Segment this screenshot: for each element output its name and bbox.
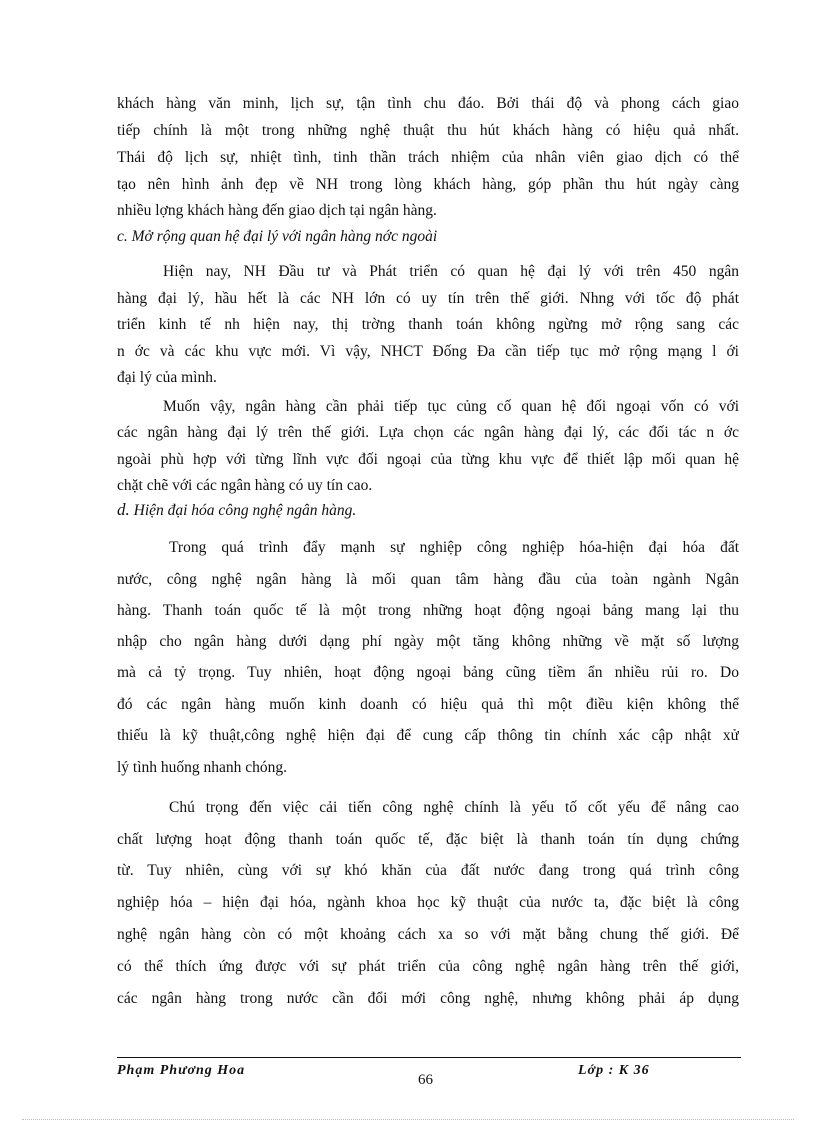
footer-author: Phạm Phương Hoa: [117, 1063, 246, 1078]
paragraph4-line: đó các ngân hàng muốn kinh doanh có hiệu quả thì một điều kiện không thể: [117, 696, 739, 713]
paragraph5-line: nghiệp hóa – hiện đại hóa, ngành khoa học kỹ thuật của nước ta, đặc biệt là công: [117, 894, 739, 911]
paragraph5-line: các ngân hàng trong nước cần đổi mới công nghệ, nhưng không phải áp dụng: [117, 990, 739, 1007]
footer-class: Lớp : K 36: [578, 1063, 650, 1078]
page-number: 66: [418, 1072, 433, 1088]
paragraph4-line: nước, công nghệ ngân hàng là mối quan tâm hàng đầu của toàn ngành Ngân: [117, 571, 739, 588]
paragraph2-line: Hiện nay, NH Đầu tư và Phát triển có quan hệ đại lý với trên 450 ngân: [163, 263, 739, 280]
paragraph2-line: đại lý của mình.: [117, 369, 217, 386]
paragraph1-line: tiếp chính là một trong những nghệ thuật thu hút khách hàng có hiệu quả nhất.: [117, 122, 739, 139]
section-heading-d: [117, 500, 739, 520]
paragraph3-line: Muốn vậy, ngân hàng cần phải tiếp tục củng cố quan hệ đối ngoại vốn có với: [163, 398, 739, 415]
paragraph5-line: có thể thích ứng được với sự phát triển của công nghệ ngân hàng trên thế giới,: [117, 958, 739, 975]
paragraph4-line: Trong quá trình đẩy mạnh sự nghiệp công nghiệp hóa-hiện đại hóa đất: [169, 539, 739, 556]
paragraph4-line: hàng. Thanh toán quốc tế là một trong những hoạt động ngoại bảng mang lại thu: [117, 602, 739, 619]
paragraph1-line: tạo nên hình ảnh đẹp về NH trong lòng khách hàng, góp phần thu hút ngày càng: [117, 176, 739, 193]
paragraph5-line: chất lượng hoạt động thanh toán quốc tế, đặc biệt là thanh toán tín dụng chứng: [117, 831, 739, 848]
paragraph4-line: thiếu là kỹ thuật,công nghệ hiện đại để cung cấp thông tin chính xác cập nhật xử: [117, 727, 739, 744]
paragraph3-line: ngoài phù hợp với từng lĩnh vực đối ngoại của từng khu vực để thiết lập mối quan hệ: [117, 451, 739, 468]
paragraph1-line: nhiều lợng khách hàng đến giao dịch tại ngân hàng.: [117, 202, 437, 219]
paragraph2-line: hàng đại lý, hầu hết là các NH lớn có uy tín trên thế giới. Nhng với tốc độ phát: [117, 290, 739, 307]
page-bottom-border: [22, 1119, 794, 1120]
paragraph5-line: Chú trọng đến việc cải tiến công nghệ chính là yếu tố cốt yếu để nâng cao: [169, 799, 739, 816]
paragraph1-line: Thái độ lịch sự, nhiệt tình, tinh thần trách nhiệm của nhân viên giao dịch có thể: [117, 149, 739, 166]
paragraph2-line: n ớc và các khu vực mới. Vì vậy, NHCT Đống Đa cần tiếp tục mở rộng mạng l ới: [117, 343, 739, 360]
paragraph3-line: các ngân hàng đại lý trên thế giới. Lựa chọn các ngân hàng đại lý, các đối tác n ớc: [117, 424, 739, 441]
paragraph2-line: triển kinh tế nh hiện nay, thị trờng thanh toán không ngừng mở rộng sang các: [117, 316, 739, 333]
section-heading-d-letter: d.: [117, 500, 130, 519]
paragraph5-line: từ. Tuy nhiên, cùng với sự khó khăn của đất nước đang trong quá trình công: [117, 862, 739, 879]
paragraph4-line: nhập cho ngân hàng dưới dạng phí ngày một tăng không những về mặt số lượng: [117, 633, 739, 650]
paragraph4-line: lý tình huống nhanh chóng.: [117, 759, 288, 776]
section-heading-c: c. Mở rộng quan hệ đại lý với ngân hàng nớc ngoài: [117, 228, 438, 245]
paragraph3-line: chặt chẽ với các ngân hàng có uy tín cao.: [117, 477, 373, 494]
paragraph5-line: nghệ ngân hàng còn có một khoảng cách xa so với mặt bằng chung thế giới. Để: [117, 926, 739, 943]
paragraph4-line: mà cả tỷ trọng. Tuy nhiên, hoạt động ngoại bảng cũng tiềm ẩn nhiều rủi ro. Do: [117, 664, 739, 681]
paragraph1-line: khách hàng văn minh, lịch sự, tận tình chu đáo. Bởi thái độ và phong cách giao: [117, 95, 739, 112]
section-heading-d-text: Hiện đại hóa công nghệ ngân hàng.: [133, 502, 357, 519]
footer-rule: [117, 1057, 741, 1058]
